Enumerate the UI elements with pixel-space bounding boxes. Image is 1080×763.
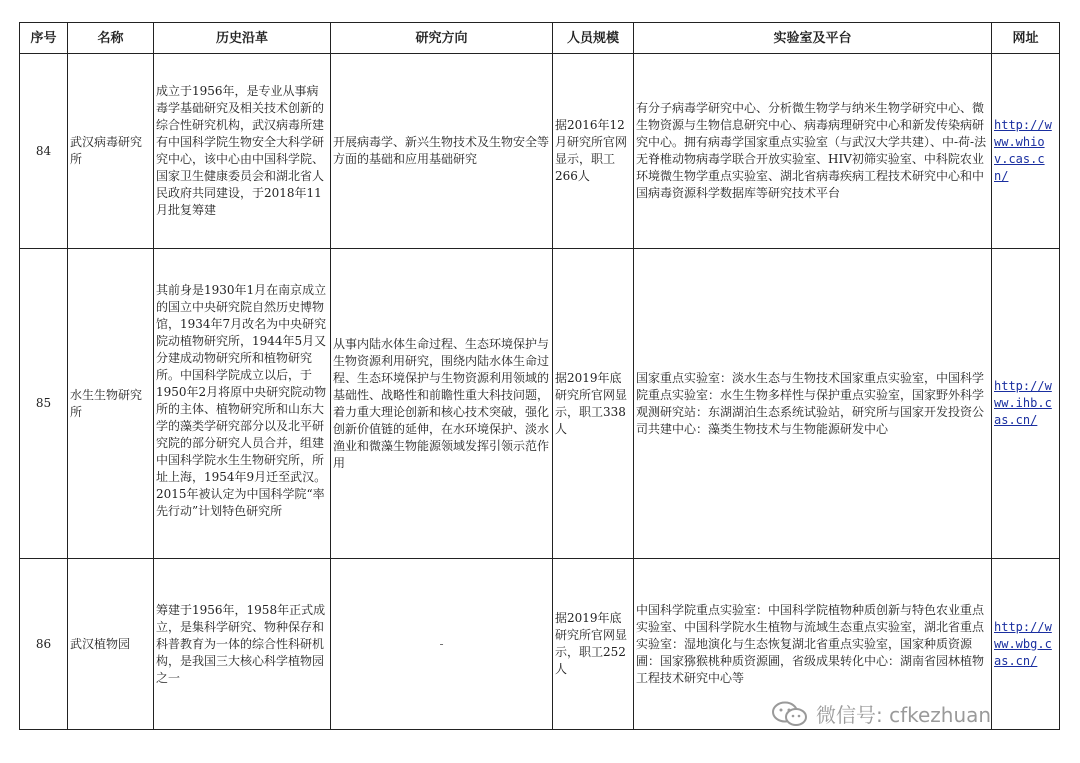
header-url: 网址 [992,23,1060,54]
website-link[interactable]: http://www.wbg.cas.cn/ [992,559,1060,730]
direction-cell: - [331,559,553,730]
website-link[interactable]: http://www.ihb.cas.cn/ [992,249,1060,559]
staff-cell: 据2019年底研究所官网显示，职工252人 [553,559,634,730]
row-number: 85 [20,249,68,559]
row-number: 86 [20,559,68,730]
header-staff: 人员规模 [553,23,634,54]
header-num: 序号 [20,23,68,54]
watermark-text: 微信号: cfkezhuan [816,703,992,727]
row-number: 84 [20,54,68,249]
website-link[interactable]: http://www.whiov.cas.cn/ [992,54,1060,249]
labs-cell: 有分子病毒学研究中心、分析微生物学与纳米生物学研究中心、微生物资源与生物信息研究中心、病毒病理研究中心和新发传染病研究中心。拥有病毒学国家重点实验室（与武汉大学共建）、中-荷-法无脊椎动物病毒学联合开放实验室、HIV初筛实验室、中科院农业环境微生物学重点实验室、湖北省病毒疾病工程技术研究中心和中国病毒资源科学数据库等研究技术平台 [634,54,992,249]
institutes-table [19,22,1060,730]
history-cell: 筹建于1956年，1958年正式成立，是集科学研究、物种保存和科普教育为一体的综合性科研机构，是我国三大核心科学植物园之一 [154,559,331,730]
table-row [20,249,1060,559]
header-labs: 实验室及平台 [634,23,992,54]
institute-name: 武汉植物园 [68,559,154,730]
history-cell: 成立于1956年，是专业从事病毒学基础研究及相关技术创新的综合性研究机构，武汉病毒所建有中国科学院生物安全大科学研究中心，该中心由中国科学院、国家卫生健康委员会和湖北省人民政府共同建设，于2018年11月批复筹建 [154,54,331,249]
header-row [20,23,1060,54]
labs-cell: 中国科学院重点实验室：中国科学院植物种质创新与特色农业重点实验室、中国科学院水生植物与流域生态重点实验室，湖北省重点实验室：湿地演化与生态恢复湖北省重点实验室，国家种质资源圃：国家猕猴桃种质资源圃，省级成果转化中心：湖南省园林植物工程技术研究中心等 [634,559,992,730]
staff-cell: 据2019年底研究所官网显示，职工338人 [553,249,634,559]
wechat-watermark [770,699,991,728]
institute-name: 武汉病毒研究所 [68,54,154,249]
staff-cell: 据2016年12月研究所官网显示，职工266人 [553,54,634,249]
history-cell [154,249,331,559]
header-history: 历史沿革 [154,23,331,54]
labs-cell: 国家重点实验室：淡水生态与生物技术国家重点实验室，中国科学院重点实验室：水生生物多样性与保护重点实验室，国家野外科学观测研究站：东湖湖泊生态系统试验站，研究所与国家开发投资公司共建中心：藻类生物技术与生物能源研发中心 [634,249,992,559]
direction-cell: 从事内陆水体生命过程、生态环境保护与生物资源利用研究，围绕内陆水体生命过程、生态环境保护与生物资源利用领域的基础性、战略性和前瞻性重大科技问题，着力重大理论创新和核心技术突破，强化创新价值链的延伸，在水环境保护、淡水渔业和微藻生物能源领域发挥引领示范作用 [331,249,553,559]
history-clip [156,250,328,558]
direction-cell: 开展病毒学、新兴生物技术及生物安全等方面的基础和应用基础研究 [331,54,553,249]
institute-name: 水生生物研究所 [68,249,154,559]
table-row [20,54,1060,249]
history-text: 其前身是1930年1月在南京成立的国立中央研究院自然历史博物馆，1934年7月改名为中央研究院动植物研究所，1944年5月又分建成动物研究所和植物研究所。中国科学院成立以后，于1950年2月将原中央研究院动物所的主体、植物研究所和山东大学的藻类学研究部分以及北平研究院的部分研究人员合并，组建中国科学院水生生物研究所，所址上海，1954年9月迁至武汉。2015年被认定为中国科学院“率先行动”计划特色研究所 [156,282,327,518]
header-direction: 研究方向 [331,23,553,54]
header-name: 名称 [68,23,154,54]
wechat-icon [770,700,810,728]
